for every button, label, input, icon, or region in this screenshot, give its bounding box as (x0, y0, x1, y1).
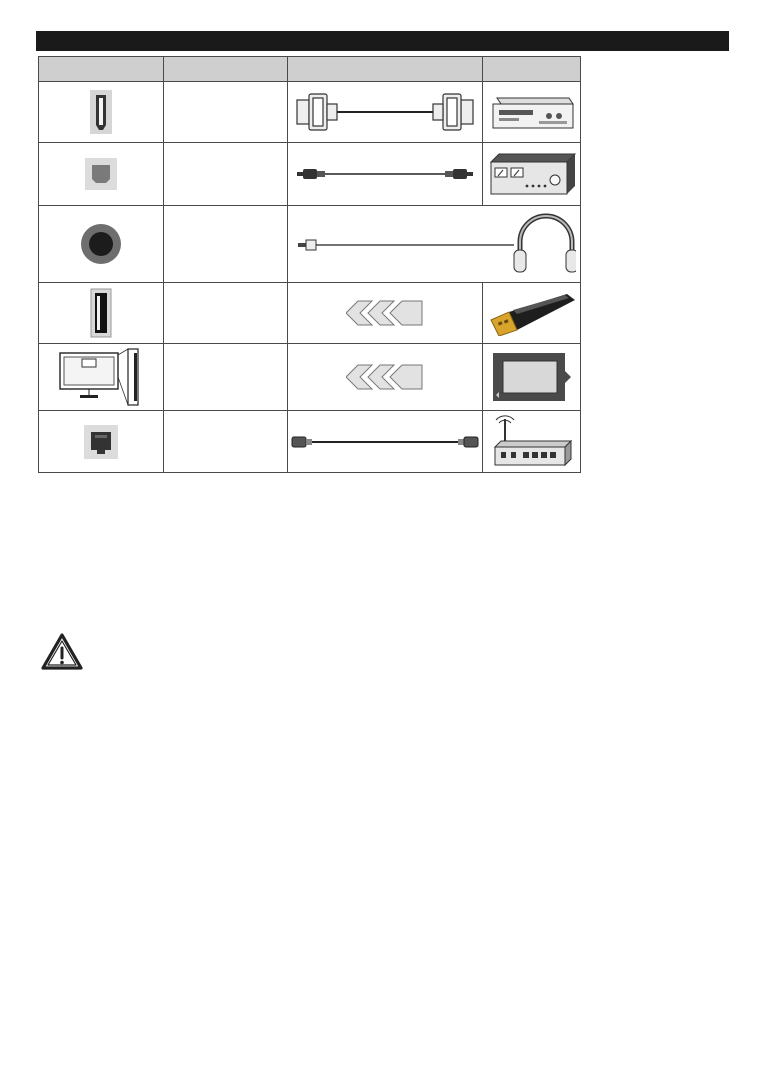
type-cell (164, 82, 288, 143)
type-cell (164, 206, 288, 283)
insert-arrows-icon (346, 364, 424, 390)
header-type (164, 57, 288, 82)
headphones-icon (514, 216, 576, 272)
table-row (39, 143, 581, 206)
cam-module-icon (491, 351, 573, 403)
headphone-cable-icon (292, 212, 576, 276)
table-row (39, 344, 581, 411)
type-cell (164, 283, 288, 344)
table-row (39, 206, 581, 283)
router-icon (491, 415, 573, 469)
ci-slot-icon (58, 347, 144, 407)
warning-icon (40, 632, 84, 677)
ethernet-port-icon (83, 424, 119, 460)
table-row (39, 283, 581, 344)
header-device (483, 57, 581, 82)
header-cable (288, 57, 483, 82)
usb-port-icon (90, 288, 112, 338)
optical-cable-icon (297, 166, 473, 182)
type-cell (164, 344, 288, 411)
connection-table (38, 56, 581, 473)
ethernet-cable-icon (290, 434, 480, 450)
table-header-row (39, 57, 581, 82)
headphone-jack-icon (79, 222, 123, 266)
hdmi-cable-icon (295, 90, 475, 134)
type-cell (164, 143, 288, 206)
optical-port-icon (84, 157, 118, 191)
insert-arrows-icon (346, 300, 424, 326)
audio-amplifier-icon (487, 152, 577, 196)
usb-stick-icon (487, 290, 577, 336)
dvd-player-icon (489, 92, 575, 132)
type-cell (164, 411, 288, 473)
section-title-bar (36, 31, 729, 51)
table-row (39, 82, 581, 143)
header-connector (39, 57, 164, 82)
table-row (39, 411, 581, 473)
hdmi-port-icon (89, 89, 113, 135)
